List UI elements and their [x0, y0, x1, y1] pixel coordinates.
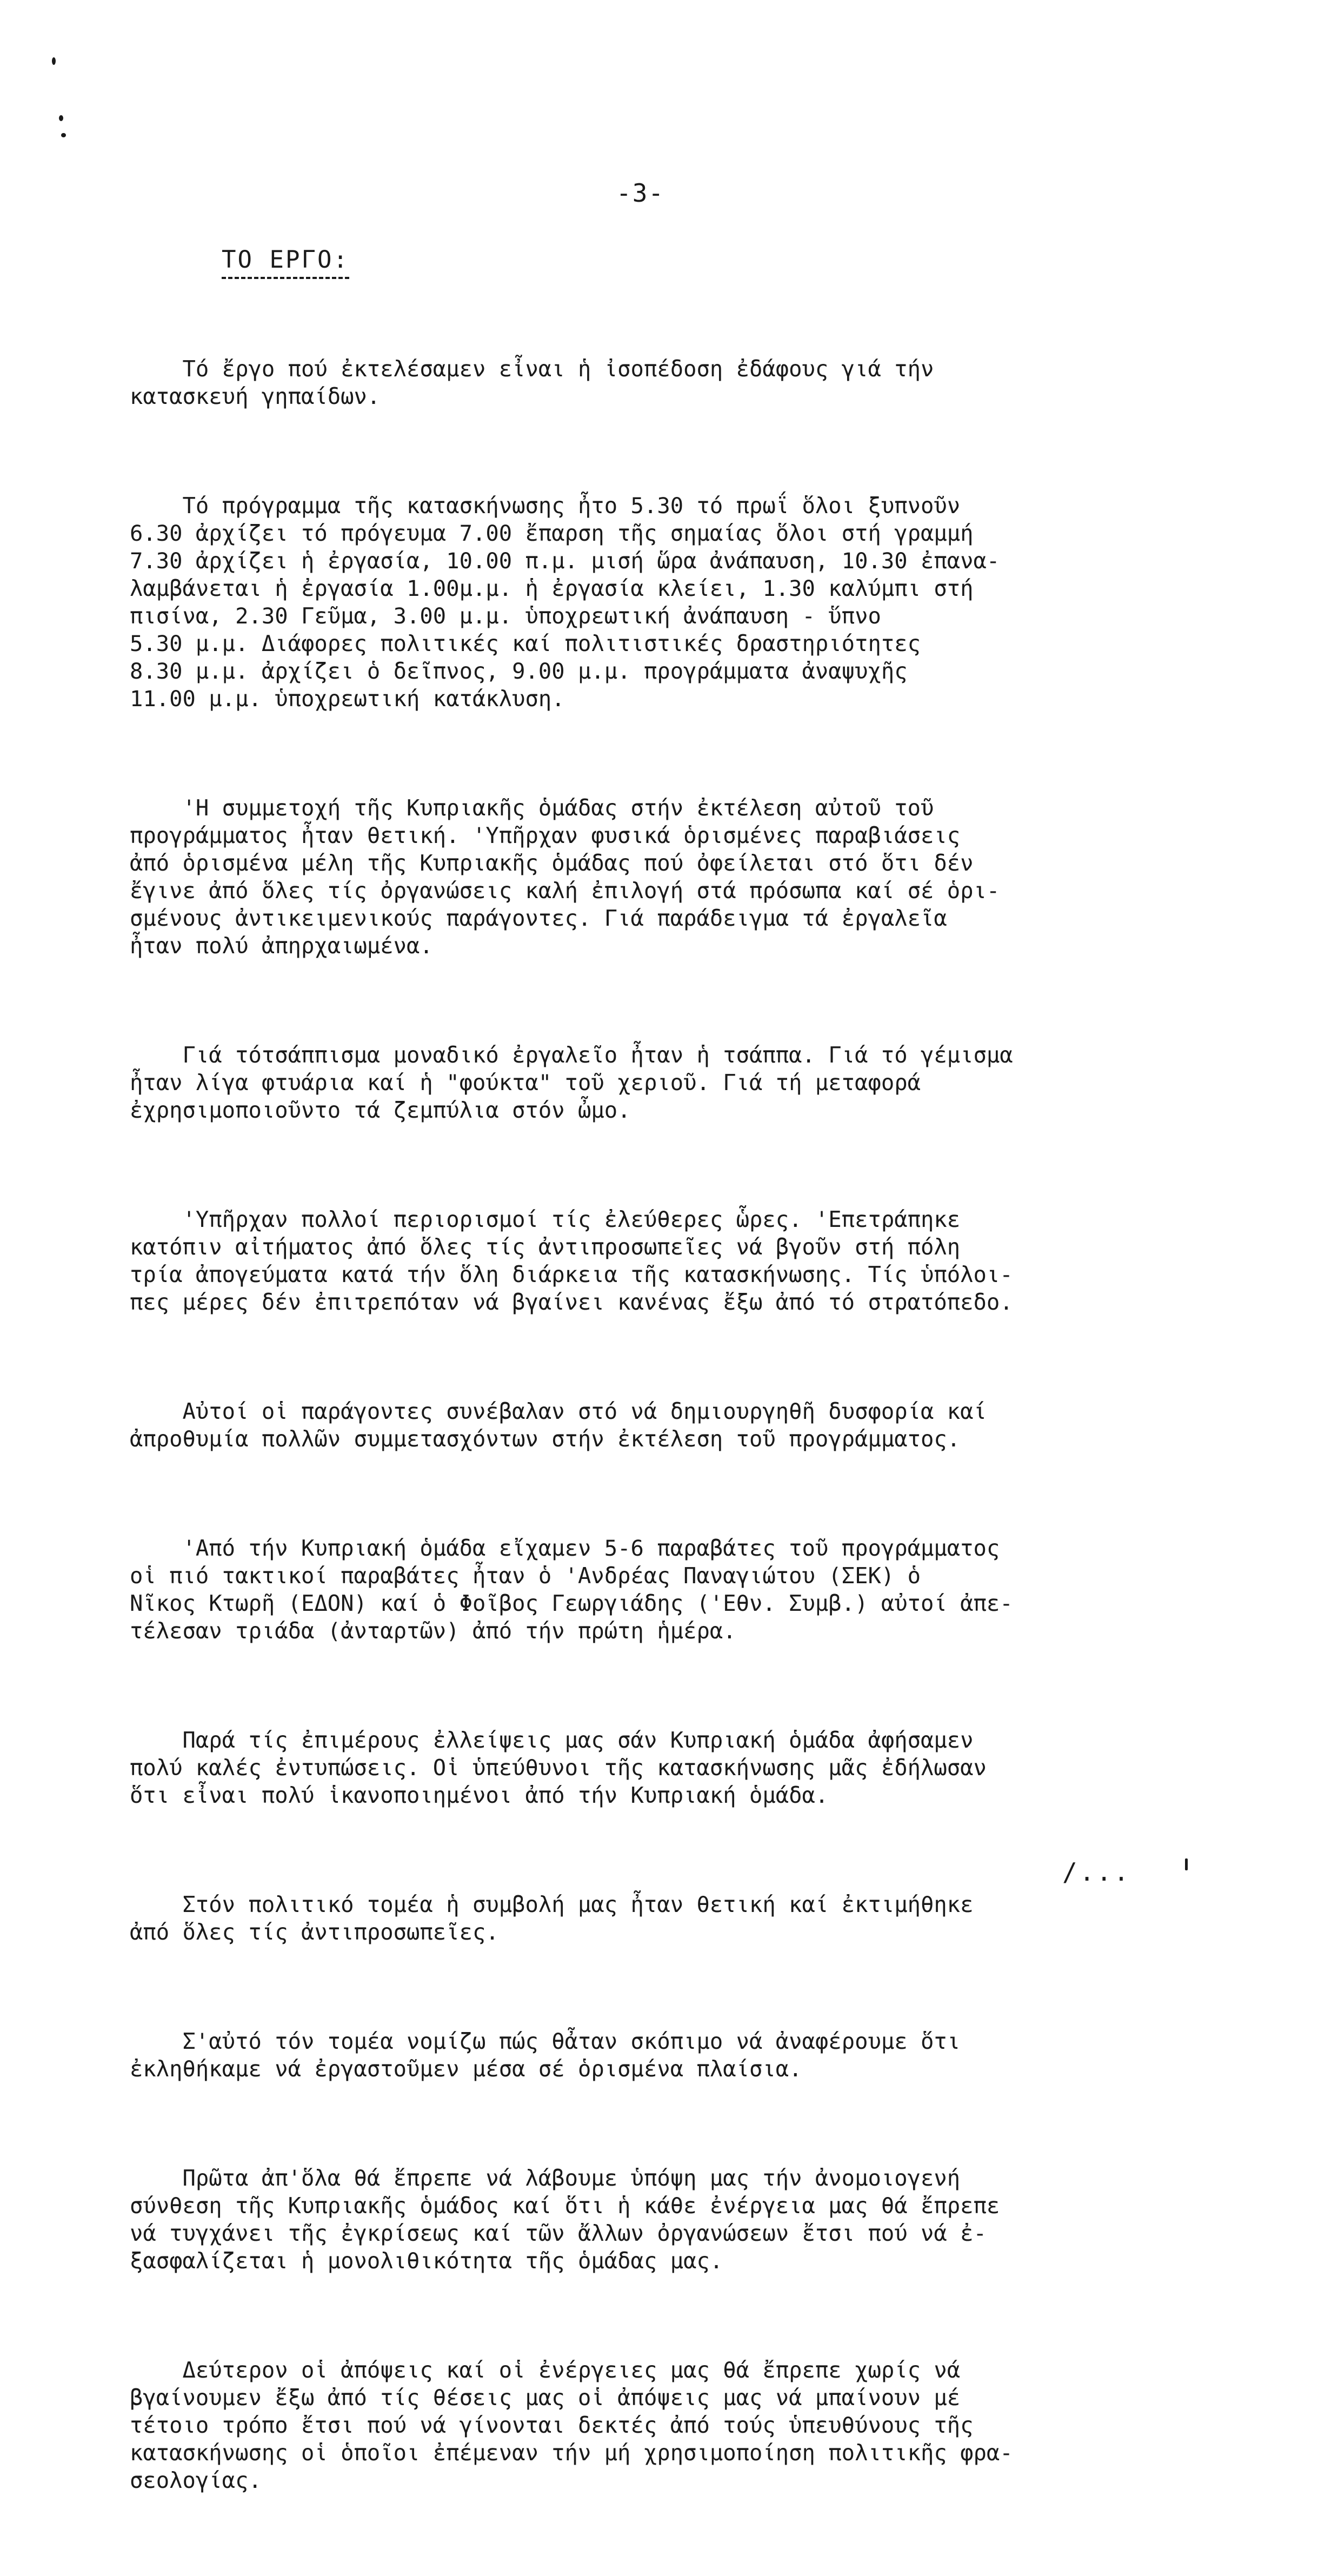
paragraph: Στόν πολιτικό τομέα ἡ συμβολή μας ἦταν θετική καί ἐκτιμήθηκε ἀπό ὅλες τίς ἀντιπροσωπεῖες. — [130, 1891, 974, 1945]
document-body — [130, 300, 1233, 2576]
paragraph: 'Υπῆρχαν πολλοί περιορισμοί τίς ἐλεύθερες ὧρες. 'Επετράπηκε κατόπιν αἰτήματος ἀπό ὅλες τίς ἀντιπροσωπεῖες νά βγοῦν στή πόλη τρία ἀπογεύματα κατά τήν ὅλη διάρκεια τῆς κατασκήνωσης. Τίς ὑπόλοι- πες μέρες δέν ἐπιτρεπόταν νά βγαίνει κανένας ἔξω ἀπό τό στρατόπεδο. — [130, 1206, 1013, 1315]
paragraph: Πρῶτα ἀπ'ὅλα θά ἔπρεπε νά λάβουμε ὑπόψη μας τήν ἀνομοιογενή σύνθεση τῆς Κυπριακῆς ὁμάδος καί ὅτι ἡ κάθε ἐνέργεια μας θά ἔπρεπε νά τυγχάνει τῆς ἐγκρίσεως καί τῶν ἄλλων ὀργανώσεων ἔτσι πού νά ἐ- ξασφαλίζεται ἡ μονολιθικότητα τῆς ὁμάδας μας. — [130, 2165, 1000, 2274]
page-number: -3- — [616, 178, 665, 208]
paragraph: Τό πρόγραμμα τῆς κατασκήνωσης ἦτο 5.30 τό πρωΐ ὅλοι ξυπνοῦν 6.30 ἀρχίζει τό πρόγευμα 7.00 ἔπαρση τῆς σημαίας ὅλοι στή γραμμή 7.30 ἀρχίζει ἡ ἐργασία, 10.00 π.μ. μισή ὥρα ἀνάπαυση, 10.30 ἐπανα- λαμβάνεται ἡ ἐργασία 1.00μ.μ. ἡ ἐργασία κλείει, 1.30 καλύμπι στή πισίνα, 2.30 Γεῦμα, 3.00 μ.μ. ὑποχρεωτική ἀνάπαυση - ὕπνο 5.30 μ.μ. Διάφορες πολιτικές καί πολιτιστικές δραστηριότητες 8.30 μ.μ. ἀρχίζει ὁ δεῖπνος, 9.00 μ.μ. προγράμματα ἀναψυχῆς 11.00 μ.μ. ὑποχρεωτική κατάκλυση. — [130, 493, 1000, 712]
ink-speck — [1185, 1858, 1188, 1870]
continuation-mark: /... — [1062, 1857, 1131, 1887]
ink-speck — [61, 133, 66, 137]
ink-speck — [52, 57, 56, 65]
paragraph: Αὐτοί οἱ παράγοντες συνέβαλαν στό νά δημιουργηθῆ δυσφορία καί ἀπροθυμία πολλῶν συμμετασχόντων στήν ἐκτέλεση τοῦ προγράμματος. — [130, 1398, 987, 1452]
paragraph: Τό ἔργο πού ἐκτελέσαμεν εἶναι ἡ ἰσοπέδοση ἐδάφους γιά τήν κατασκευή γηπαίδων. — [130, 356, 934, 409]
ink-speck — [59, 115, 63, 121]
paragraph: 'Από τήν Κυπριακή ὁμάδα εἴχαμεν 5-6 παραβάτες τοῦ προγράμματος οἱ πιό τακτικοί παραβάτες ἦταν ὁ 'Ανδρέας Παναγιώτου (ΣΕΚ) ὁ Νῖκος Κτωρῆ (ΕΔΟΝ) καί ὁ Φοῖβος Γεωργιάδης ('Εθν. Συμβ.) αὐτοί ἀπε- τέλεσαν τριάδα (ἀνταρτῶν) ἀπό τήν πρώτη ἡμέρα. — [130, 1535, 1013, 1644]
paragraph: Γιά τότσάππισμα μοναδικό ἐργαλεῖο ἦταν ἡ τσάππα. Γιά τό γέμισμα ἦταν λίγα φτυάρια καί ἡ "φούκτα" τοῦ χεριοῦ. Γιά τή μεταφορά ἐχρησιμοποιοῦντο τά ζεμπύλια στόν ὦμο. — [130, 1042, 1013, 1123]
paragraph: Δεύτερον οἱ ἀπόψεις καί οἱ ἐνέργειες μας θά ἔπρεπε χωρίς νά βγαίνουμεν ἔξω ἀπό τίς θέσεις μας οἱ ἀπόψεις μας νά μπαίνουν μέ τέτοιο τρόπο ἔτσι πού νά γίνονται δεκτές ἀπό τούς ὑπευθύνους τῆς κατασκήνωσης οἱ ὁποῖοι ἐπέμεναν τήν μή χρησιμοποίηση πολιτικῆς φρα- σεολογίας. — [130, 2357, 1013, 2493]
paragraph: Παρά τίς ἐπιμέρους ἐλλείψεις μας σάν Κυπριακή ὁμάδα ἀφήσαμεν πολύ καλές ἐντυπώσεις. Οἱ ὑπεύθυνοι τῆς κατασκήνωσης μᾶς ἐδήλωσαν ὅτι εἶναι πολύ ἱκανοποιημένοι ἀπό τήν Κυπριακή ὁμάδα. — [130, 1727, 987, 1808]
section-title: ΤΟ ΕΡΓΟ: — [222, 246, 349, 279]
paragraph: Σ'αὐτό τόν τομέα νομίζω πώς θἆταν σκόπιμο νά ἀναφέρουμε ὅτι ἐκληθήκαμε νά ἐργαστοῦμεν μέσα σέ ὁρισμένα πλαίσια. — [130, 2028, 961, 2082]
paragraph: 'Η συμμετοχή τῆς Κυπριακῆς ὁμάδας στήν ἐκτέλεση αὐτοῦ τοῦ προγράμματος ἦταν θετική. 'Υπῆρχαν φυσικά ὁρισμένες παραβιάσεις ἀπό ὁρισμένα μέλη τῆς Κυπριακῆς ὁμάδας πού ὀφείλεται στό ὅτι δέν ἔγινε ἀπό ὅλες τίς ὀργανώσεις καλή ἐπιλογή στά πρόσωπα καί σέ ὁρι- σμένους ἀντικειμενικούς παράγοντες. Γιά παράδειγμα τά ἐργαλεῖα ἦταν πολύ ἀπηρχαιωμένα. — [130, 795, 1000, 959]
